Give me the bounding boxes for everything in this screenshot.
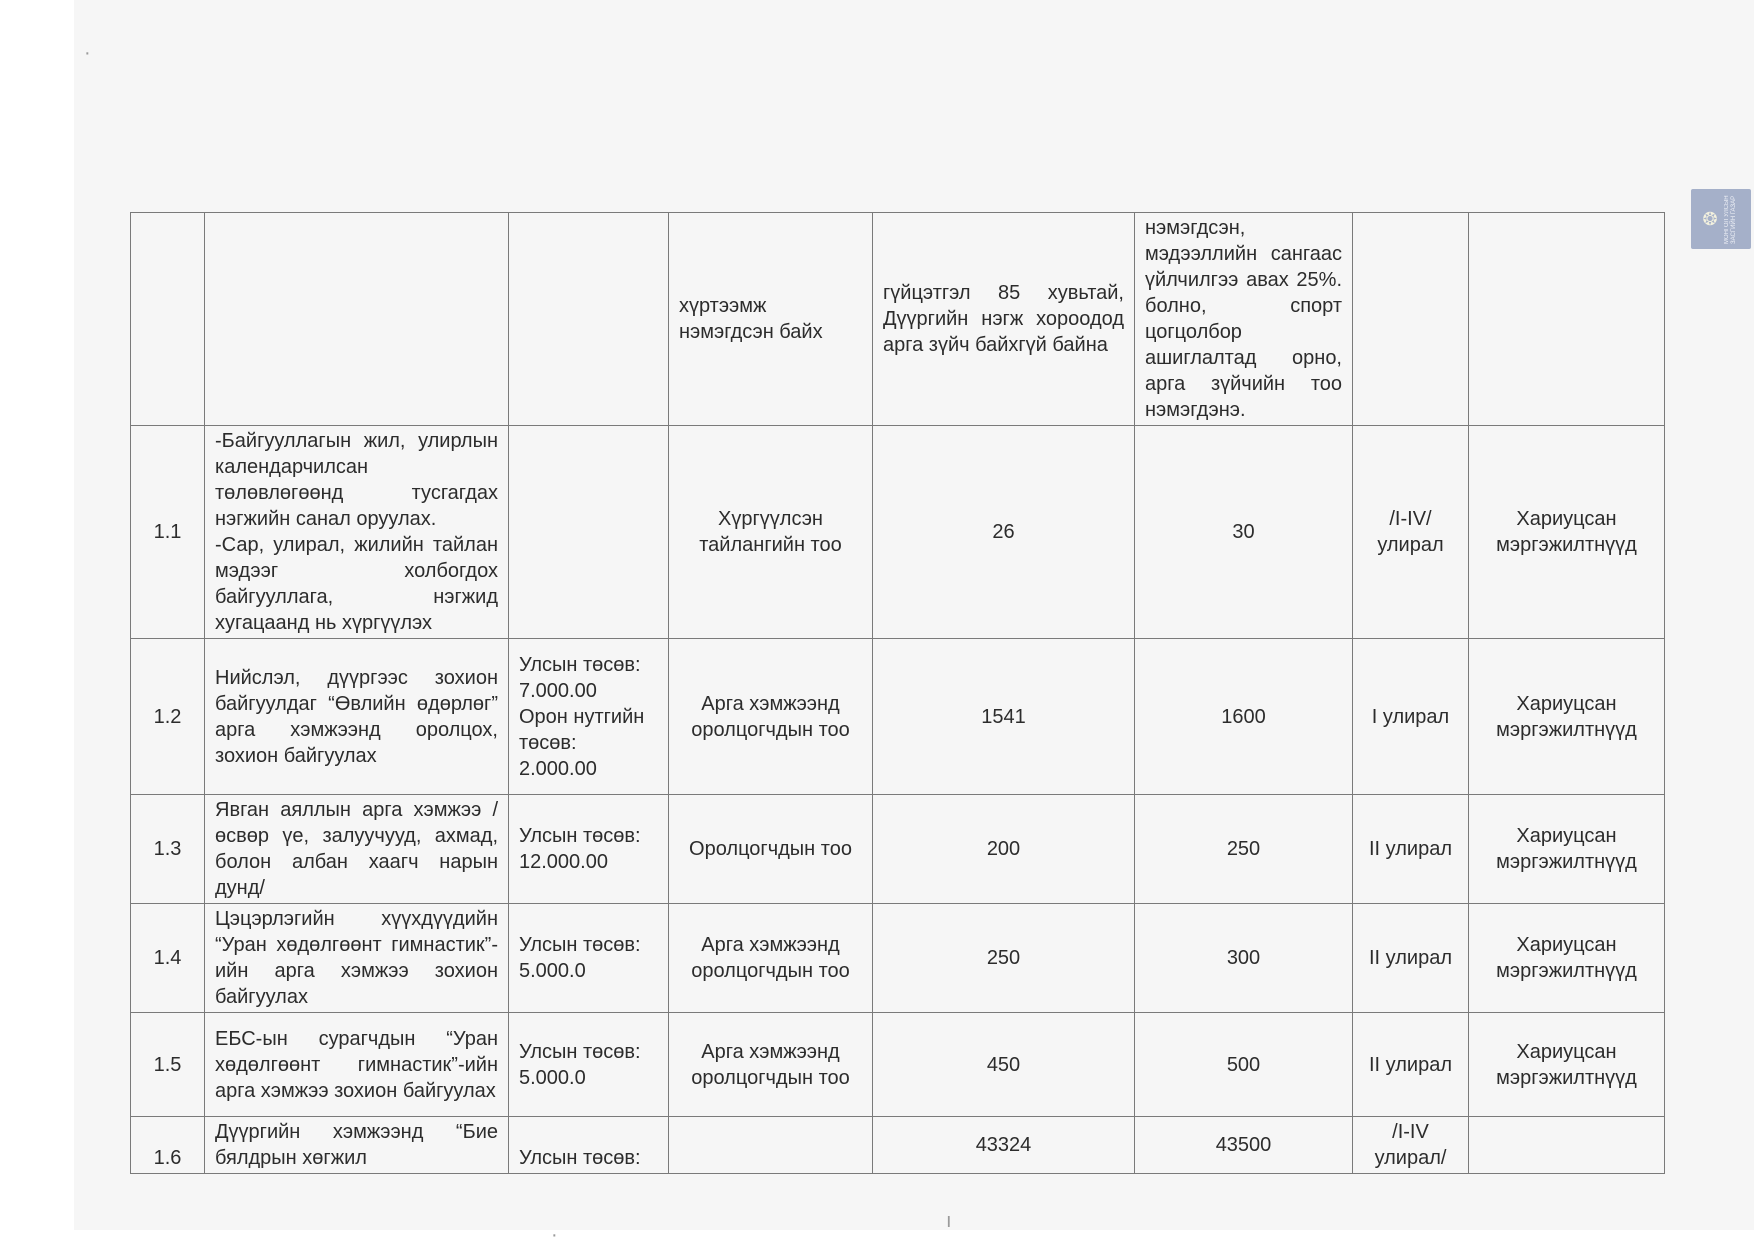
continuation-row — [131, 213, 1665, 426]
cell-baseline: 43324 — [873, 1117, 1135, 1174]
cell-baseline: гүйцэтгэл 85 хувьтай, Дүүргийн нэгж хороодод арга зүйч байхгүй байна — [873, 213, 1135, 426]
cell-period: II улирал — [1353, 795, 1469, 904]
cell-baseline: 250 — [873, 904, 1135, 1013]
cell-activity — [205, 213, 509, 426]
table-row — [131, 639, 1665, 795]
cell-num: 1.3 — [131, 795, 205, 904]
cell-activity: Цэцэрлэгийн хүүхдүүдийн “Уран хөдөлгөөнт гимнастик”-ийн арга хэмжээ зохион байгуулах — [205, 904, 509, 1013]
cell-num — [131, 213, 205, 426]
cell-target: 250 — [1135, 795, 1353, 904]
cell-indicator: Оролцогчдын тоо — [669, 795, 873, 904]
cell-budget: Улсын төсөв: 7.000.00 Орон нутгийн төсөв: 2.000.00 — [509, 639, 669, 795]
cell-indicator — [669, 1117, 873, 1174]
soyombo-icon: ❂ — [1702, 209, 1718, 229]
cell-budget — [509, 426, 669, 639]
cell-period: /I-IV/ улирал — [1353, 426, 1469, 639]
table-row — [131, 1117, 1665, 1174]
cell-responsible: Хариуцсан мэргэжилтнүүд — [1469, 904, 1665, 1013]
cell-num: 1.6 — [131, 1117, 205, 1174]
table-row — [131, 904, 1665, 1013]
cell-activity: Нийслэл, дүүргээс зохион байгуулдаг “Өвлийн өдөрлөг” арга хэмжээнд оролцох, зохион байгуулах — [205, 639, 509, 795]
cell-target: 300 — [1135, 904, 1353, 1013]
cell-baseline: 200 — [873, 795, 1135, 904]
cell-num: 1.4 — [131, 904, 205, 1013]
cell-activity: Явган аяллын арга хэмжээ /өсвөр үе, залуучууд, ахмад, болон албан хаагч нарын дунд/ — [205, 795, 509, 904]
emblem-tab-text: МОНГОЛ УЛСЫН ЗАСГИЙН ГАЗАР — [1724, 195, 1737, 244]
cell-responsible: Хариуцсан мэргэжилтнүүд — [1469, 426, 1665, 639]
cell-num: 1.1 — [131, 426, 205, 639]
cell-indicator: хүртээмж нэмэгдсэн байх — [669, 213, 873, 426]
cell-indicator: Арга хэмжээнд оролцогчдын тоо — [669, 904, 873, 1013]
cell-target: нэмэгдсэн, мэдээллийн сангаас үйлчилгээ авах 25%. болно, спорт цогцолбор ашиглалтад орно, арга зүйчийн тоо нэмэгдэнэ. — [1135, 213, 1353, 426]
cell-activity: Дүүргийн хэмжээнд “Бие бялдрын хөгжил — [205, 1117, 509, 1174]
cell-responsible — [1469, 1117, 1665, 1174]
cell-responsible — [1469, 213, 1665, 426]
cell-activity: ЕБС-ын сурагчдын “Уран хөдөлгөөнт гимнастик”-ийн арга хэмжээ зохион байгуулах — [205, 1013, 509, 1117]
cell-baseline: 26 — [873, 426, 1135, 639]
cell-indicator: Арга хэмжээнд оролцогчдын тоо — [669, 639, 873, 795]
cell-budget: Улсын төсөв: 12.000.00 — [509, 795, 669, 904]
cell-target: 30 — [1135, 426, 1353, 639]
cell-period: I улирал — [1353, 639, 1469, 795]
cell-baseline: 1541 — [873, 639, 1135, 795]
government-emblem-tab — [1691, 189, 1751, 249]
cell-budget — [509, 213, 669, 426]
cell-period: II улирал — [1353, 904, 1469, 1013]
page-bottom-margin — [74, 1230, 1754, 1240]
cell-budget: Улсын төсөв: 5.000.0 — [509, 904, 669, 1013]
scan-speck: · — [84, 42, 91, 64]
table-row — [131, 426, 1665, 639]
cell-baseline: 450 — [873, 1013, 1135, 1117]
cell-target: 1600 — [1135, 639, 1353, 795]
cell-num: 1.5 — [131, 1013, 205, 1117]
cell-indicator: Арга хэмжээнд оролцогчдын тоо — [669, 1013, 873, 1117]
cell-budget: Улсын төсөв: — [509, 1117, 669, 1174]
cell-period: II улирал — [1353, 1013, 1469, 1117]
cell-responsible: Хариуцсан мэргэжилтнүүд — [1469, 1013, 1665, 1117]
cell-period — [1353, 213, 1469, 426]
scan-speck: ı — [946, 1210, 952, 1232]
table-row — [131, 795, 1665, 904]
cell-responsible: Хариуцсан мэргэжилтнүүд — [1469, 639, 1665, 795]
cell-target: 500 — [1135, 1013, 1353, 1117]
cell-period: /I-IV улирал/ — [1353, 1117, 1469, 1174]
cell-indicator: Хүргүүлсэн тайлангийн тоо — [669, 426, 873, 639]
table-row — [131, 1013, 1665, 1117]
action-plan-table — [130, 212, 1665, 1174]
scan-speck: · — [551, 1224, 558, 1246]
cell-num: 1.2 — [131, 639, 205, 795]
cell-activity: -Байгууллагын жил, улирлын календарчилсан төлөвлөгөөнд тусгагдах нэгжийн санал оруулах. -Сар, улирал, жилийн тайлан мэдээг холбогдох байгууллага, нэгжид хугацаанд нь хүргүүлэх — [205, 426, 509, 639]
cell-target: 43500 — [1135, 1117, 1353, 1174]
cell-responsible: Хариуцсан мэргэжилтнүүд — [1469, 795, 1665, 904]
cell-budget: Улсын төсөв: 5.000.0 — [509, 1013, 669, 1117]
